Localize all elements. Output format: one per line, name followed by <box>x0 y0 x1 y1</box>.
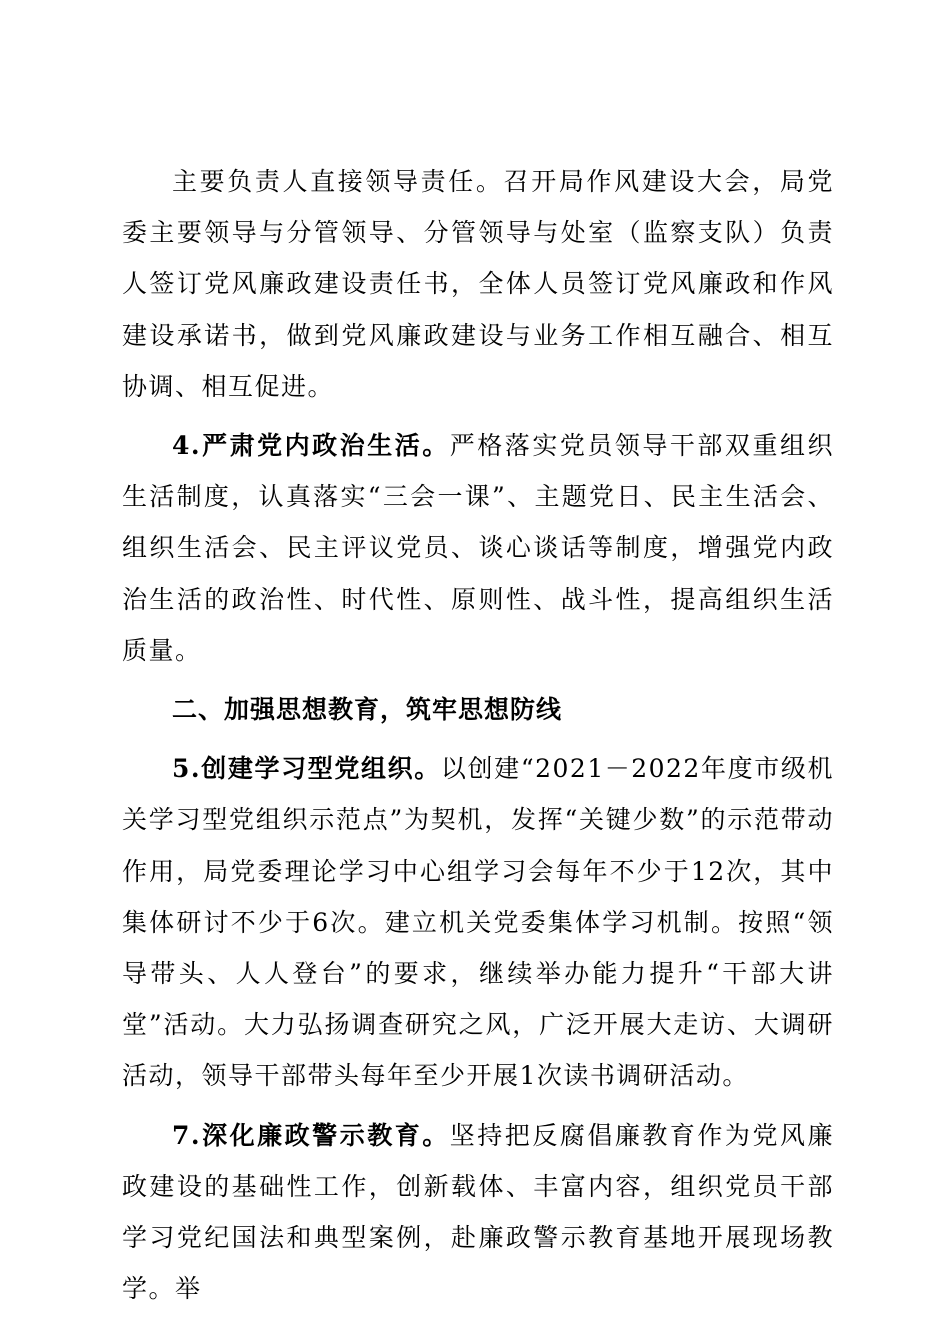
paragraph-lead: 4.严肃党内政治生活。 <box>172 431 450 461</box>
section-heading: 二、加强思想教育，筑牢思想防线 <box>172 695 563 725</box>
paragraph-learning-org <box>122 743 834 1101</box>
paragraph-political-life <box>122 420 834 676</box>
body-text <box>122 156 834 1314</box>
paragraph-text: 主要负责人直接领导责任。召开局作风建设大会，局党委主要领导与分管领导、分管领导与处室（监察支队）负责人签订党风廉政建设责任书，全体人员签订党风廉政和作风建设承诺书，做到党风廉政建设与业务工作相互融合、相互协调、相互促进。 <box>122 167 834 401</box>
paragraph-responsibility <box>122 156 834 412</box>
paragraph-text: 坚持把反腐倡廉教育作为党风廉政建设的基础性工作，创新载体、丰富内容，组织党员干部学习党纪国法和典型案例，赴廉政警示教育基地开展现场教学。举 <box>122 1120 834 1304</box>
paragraph-warning-education <box>122 1110 834 1315</box>
paragraph-lead: 7.深化廉政警示教育。 <box>172 1120 450 1150</box>
paragraph-lead: 5.创建学习型党组织。 <box>172 754 441 784</box>
paragraph-text: 以创建“2021－2022年度市级机关学习型党组织示范点”为契机，发挥“关键少数”的示范带动作用，局党委理论学习中心组学习会每年不少于12次，其中集体研讨不少于6次。建立机关党委集体学习机制。按照“领导带头、人人登台”的要求，继续举办能力提升“干部大讲堂”活动。大力弘扬调查研究之风，广泛开展大走访、大调研活动，领导干部带头每年至少开展1次读书调研活动。 <box>122 754 834 1091</box>
paragraph-text: 严格落实党员领导干部双重组织生活制度，认真落实“三会一课”、主题党日、民主生活会、组织生活会、民主评议党员、谈心谈话等制度，增强党内政治生活的政治性、时代性、原则性、战斗性，提高组织生活质量。 <box>122 431 834 665</box>
